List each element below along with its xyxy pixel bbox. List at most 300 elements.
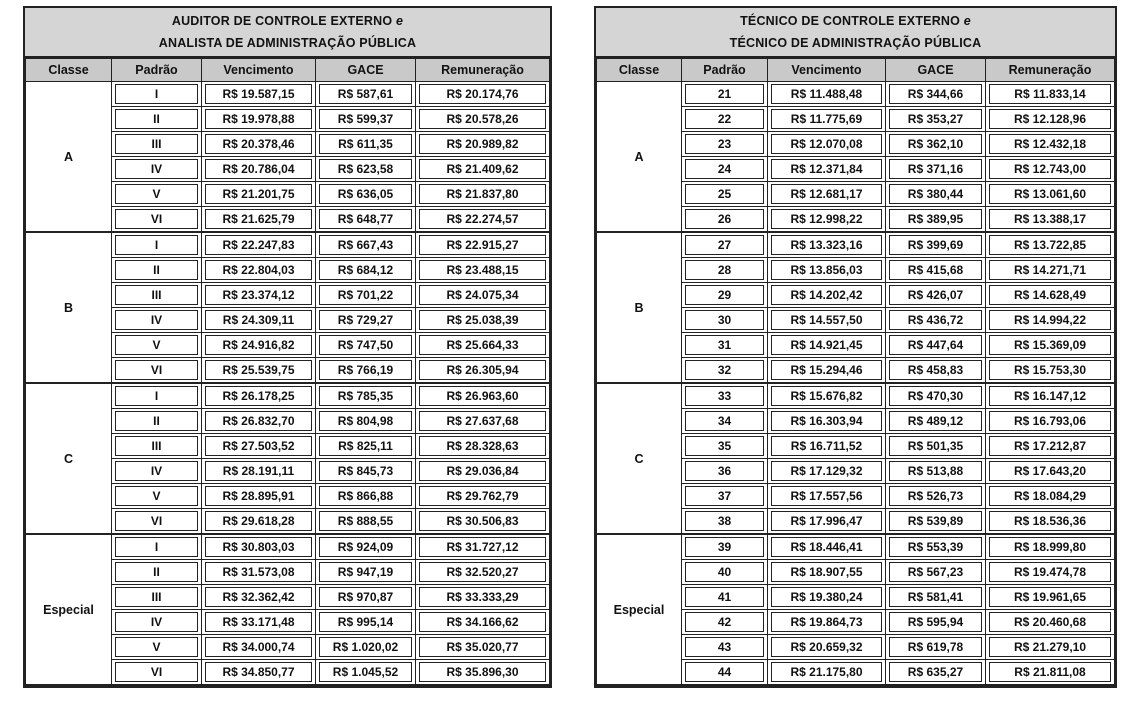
vencimento-cell: R$ 32.362,42 <box>205 587 312 607</box>
remuneracao-cell-box <box>986 157 1115 182</box>
gace-cell-box <box>886 534 986 560</box>
padrao-cell: III <box>115 587 198 607</box>
vencimento-cell: R$ 14.921,45 <box>771 335 882 355</box>
vencimento-cell-box <box>768 308 886 333</box>
gace-cell: R$ 635,27 <box>889 662 982 682</box>
vencimento-cell: R$ 18.907,55 <box>771 562 882 582</box>
remuneracao-cell-box <box>416 509 550 535</box>
vencimento-cell-box <box>768 157 886 182</box>
remuneracao-cell: R$ 33.333,29 <box>419 587 546 607</box>
gace-cell: R$ 1.045,52 <box>319 662 412 682</box>
padrao-cell-box <box>682 459 768 484</box>
remuneracao-cell: R$ 26.963,60 <box>419 386 546 406</box>
vencimento-cell-box <box>202 358 316 384</box>
remuneracao-cell: R$ 21.279,10 <box>989 637 1111 657</box>
remuneracao-cell: R$ 14.271,71 <box>989 260 1111 280</box>
remuneracao-cell-box <box>416 635 550 660</box>
gace-cell-box <box>886 585 986 610</box>
title-line-1-main: TÉCNICO DE CONTROLE EXTERNO <box>740 14 961 28</box>
gace-cell: R$ 436,72 <box>889 310 982 330</box>
gace-cell: R$ 619,78 <box>889 637 982 657</box>
remuneracao-cell: R$ 24.075,34 <box>419 285 546 305</box>
padrao-cell: IV <box>115 461 198 481</box>
padrao-cell: 33 <box>685 386 764 406</box>
gace-cell-box <box>886 82 986 107</box>
vencimento-cell: R$ 26.832,70 <box>205 411 312 431</box>
remuneracao-cell: R$ 12.432,18 <box>989 134 1111 154</box>
gace-cell: R$ 888,55 <box>319 511 412 531</box>
gace-cell: R$ 399,69 <box>889 235 982 255</box>
remuneracao-cell: R$ 21.409,62 <box>419 159 546 179</box>
remuneracao-cell-box <box>986 560 1115 585</box>
gace-cell-box <box>886 383 986 409</box>
vencimento-cell: R$ 11.775,69 <box>771 109 882 129</box>
gace-cell-box <box>886 560 986 585</box>
padrao-cell: 26 <box>685 209 764 229</box>
vencimento-cell: R$ 30.803,03 <box>205 537 312 557</box>
gace-cell-box <box>886 635 986 660</box>
gace-cell: R$ 701,22 <box>319 285 412 305</box>
padrao-cell-box <box>112 484 202 509</box>
gace-cell-box <box>316 409 416 434</box>
remuneracao-cell: R$ 22.274,57 <box>419 209 546 229</box>
gace-cell: R$ 924,09 <box>319 537 412 557</box>
remuneracao-cell: R$ 13.722,85 <box>989 235 1111 255</box>
table-row <box>597 82 1115 107</box>
vencimento-cell: R$ 24.309,11 <box>205 310 312 330</box>
classe-cell: B <box>26 232 112 383</box>
vencimento-cell: R$ 12.998,22 <box>771 209 882 229</box>
gace-cell: R$ 825,11 <box>319 436 412 456</box>
remuneracao-cell: R$ 15.369,09 <box>989 335 1111 355</box>
remuneracao-cell-box <box>986 509 1115 535</box>
gace-cell: R$ 371,16 <box>889 159 982 179</box>
padrao-cell-box <box>682 484 768 509</box>
vencimento-cell: R$ 20.378,46 <box>205 134 312 154</box>
vencimento-cell-box <box>202 82 316 107</box>
gace-cell-box <box>316 534 416 560</box>
remuneracao-cell-box <box>986 182 1115 207</box>
padrao-cell: 30 <box>685 310 764 330</box>
gace-cell: R$ 611,35 <box>319 134 412 154</box>
padrao-cell: 32 <box>685 360 764 380</box>
vencimento-cell-box <box>202 207 316 233</box>
title-line-1 <box>740 10 971 32</box>
padrao-cell-box <box>682 660 768 686</box>
padrao-cell: II <box>115 109 198 129</box>
vencimento-cell-box <box>768 358 886 384</box>
gace-cell-box <box>316 383 416 409</box>
padrao-cell: 29 <box>685 285 764 305</box>
padrao-cell-box <box>112 157 202 182</box>
vencimento-cell: R$ 34.000,74 <box>205 637 312 657</box>
padrao-cell: 23 <box>685 134 764 154</box>
gace-cell: R$ 845,73 <box>319 461 412 481</box>
padrao-cell-box <box>682 358 768 384</box>
remuneracao-cell-box <box>416 107 550 132</box>
gace-cell-box <box>886 182 986 207</box>
classe-cell: A <box>26 82 112 233</box>
remuneracao-cell: R$ 21.837,80 <box>419 184 546 204</box>
table-body <box>597 82 1115 686</box>
vencimento-cell: R$ 33.171,48 <box>205 612 312 632</box>
remuneracao-cell-box <box>416 132 550 157</box>
vencimento-cell: R$ 16.711,52 <box>771 436 882 456</box>
gace-cell-box <box>886 660 986 686</box>
padrao-cell: III <box>115 134 198 154</box>
vencimento-cell: R$ 22.804,03 <box>205 260 312 280</box>
padrao-cell-box <box>682 82 768 107</box>
vencimento-cell-box <box>768 132 886 157</box>
vencimento-cell: R$ 13.856,03 <box>771 260 882 280</box>
padrao-cell-box <box>112 635 202 660</box>
vencimento-cell-box <box>202 560 316 585</box>
padrao-cell-box <box>112 660 202 686</box>
padrao-cell-box <box>682 308 768 333</box>
gace-cell-box <box>886 358 986 384</box>
table-row <box>26 383 550 409</box>
vencimento-cell: R$ 15.676,82 <box>771 386 882 406</box>
classe-cell: C <box>26 383 112 534</box>
padrao-cell-box <box>112 258 202 283</box>
table-title <box>25 8 550 58</box>
vencimento-cell-box <box>202 459 316 484</box>
remuneracao-cell-box <box>416 585 550 610</box>
padrao-cell-box <box>112 132 202 157</box>
remuneracao-cell: R$ 18.999,80 <box>989 537 1111 557</box>
vencimento-cell-box <box>768 534 886 560</box>
vencimento-cell-box <box>202 534 316 560</box>
remuneracao-cell-box <box>416 283 550 308</box>
padrao-cell-box <box>112 409 202 434</box>
column-header: Padrão <box>112 59 202 82</box>
remuneracao-cell-box <box>986 585 1115 610</box>
remuneracao-cell-box <box>986 459 1115 484</box>
gace-cell-box <box>886 283 986 308</box>
table-row <box>26 232 550 258</box>
gace-cell-box <box>316 258 416 283</box>
gace-cell: R$ 447,64 <box>889 335 982 355</box>
classe-cell: Especial <box>597 534 682 685</box>
padrao-cell-box <box>682 560 768 585</box>
remuneracao-cell-box <box>416 333 550 358</box>
gace-cell: R$ 804,98 <box>319 411 412 431</box>
remuneracao-cell: R$ 34.166,62 <box>419 612 546 632</box>
padrao-cell: 22 <box>685 109 764 129</box>
vencimento-cell: R$ 26.178,25 <box>205 386 312 406</box>
column-header: GACE <box>886 59 986 82</box>
gace-cell: R$ 513,88 <box>889 461 982 481</box>
vencimento-cell-box <box>202 434 316 459</box>
gace-cell: R$ 970,87 <box>319 587 412 607</box>
remuneracao-cell: R$ 25.038,39 <box>419 310 546 330</box>
padrao-cell: II <box>115 411 198 431</box>
remuneracao-cell: R$ 20.174,76 <box>419 84 546 104</box>
classe-cell: B <box>597 232 682 383</box>
remuneracao-cell-box <box>986 107 1115 132</box>
vencimento-cell-box <box>202 383 316 409</box>
gace-cell: R$ 426,07 <box>889 285 982 305</box>
padrao-cell: 38 <box>685 511 764 531</box>
remuneracao-cell-box <box>416 610 550 635</box>
gace-cell-box <box>886 157 986 182</box>
padrao-cell-box <box>682 409 768 434</box>
remuneracao-cell-box <box>416 484 550 509</box>
remuneracao-cell: R$ 29.762,79 <box>419 486 546 506</box>
gace-cell-box <box>886 610 986 635</box>
gace-cell: R$ 747,50 <box>319 335 412 355</box>
column-header: Vencimento <box>768 59 886 82</box>
vencimento-cell-box <box>202 283 316 308</box>
gace-cell: R$ 458,83 <box>889 360 982 380</box>
remuneracao-cell: R$ 13.061,60 <box>989 184 1111 204</box>
vencimento-cell: R$ 24.916,82 <box>205 335 312 355</box>
gace-cell-box <box>316 283 416 308</box>
gace-cell: R$ 636,05 <box>319 184 412 204</box>
vencimento-cell: R$ 12.371,84 <box>771 159 882 179</box>
padrao-cell-box <box>682 258 768 283</box>
vencimento-cell-box <box>768 107 886 132</box>
vencimento-cell: R$ 28.895,91 <box>205 486 312 506</box>
vencimento-cell: R$ 18.446,41 <box>771 537 882 557</box>
vencimento-cell: R$ 14.202,42 <box>771 285 882 305</box>
salary-table <box>596 58 1115 686</box>
remuneracao-cell: R$ 32.520,27 <box>419 562 546 582</box>
remuneracao-cell: R$ 19.474,78 <box>989 562 1111 582</box>
vencimento-cell: R$ 11.488,48 <box>771 84 882 104</box>
gace-cell: R$ 947,19 <box>319 562 412 582</box>
padrao-cell: V <box>115 184 198 204</box>
padrao-cell: IV <box>115 612 198 632</box>
padrao-cell: III <box>115 285 198 305</box>
classe-cell: C <box>597 383 682 534</box>
gace-cell: R$ 1.020,02 <box>319 637 412 657</box>
padrao-cell: 31 <box>685 335 764 355</box>
vencimento-cell-box <box>768 383 886 409</box>
gace-cell-box <box>316 560 416 585</box>
padrao-cell: 25 <box>685 184 764 204</box>
padrao-cell-box <box>112 534 202 560</box>
remuneracao-cell: R$ 20.460,68 <box>989 612 1111 632</box>
column-header: Vencimento <box>202 59 316 82</box>
vencimento-cell-box <box>768 635 886 660</box>
padrao-cell-box <box>112 333 202 358</box>
padrao-cell-box <box>112 283 202 308</box>
padrao-cell: V <box>115 637 198 657</box>
padrao-cell-box <box>112 509 202 535</box>
table-title <box>596 8 1115 58</box>
remuneracao-cell-box <box>416 560 550 585</box>
padrao-cell: II <box>115 562 198 582</box>
gace-cell-box <box>316 484 416 509</box>
remuneracao-cell-box <box>986 409 1115 434</box>
remuneracao-cell: R$ 35.896,30 <box>419 662 546 682</box>
vencimento-cell-box <box>768 182 886 207</box>
padrao-cell-box <box>682 383 768 409</box>
padrao-cell-box <box>112 308 202 333</box>
remuneracao-cell-box <box>986 434 1115 459</box>
salary-table <box>25 58 550 686</box>
remuneracao-cell-box <box>416 534 550 560</box>
remuneracao-cell: R$ 19.961,65 <box>989 587 1111 607</box>
vencimento-cell-box <box>768 283 886 308</box>
remuneracao-cell-box <box>416 258 550 283</box>
classe-cell: Especial <box>26 534 112 685</box>
padrao-cell-box <box>682 509 768 535</box>
vencimento-cell-box <box>202 509 316 535</box>
gace-cell: R$ 353,27 <box>889 109 982 129</box>
padrao-cell-box <box>682 107 768 132</box>
remuneracao-cell-box <box>416 409 550 434</box>
remuneracao-cell-box <box>986 660 1115 686</box>
vencimento-cell-box <box>768 333 886 358</box>
gace-cell-box <box>316 610 416 635</box>
title-line-1-tail: e <box>963 14 971 28</box>
gace-cell: R$ 785,35 <box>319 386 412 406</box>
table-row <box>597 232 1115 258</box>
gace-cell-box <box>316 358 416 384</box>
padrao-cell-box <box>682 610 768 635</box>
remuneracao-cell: R$ 25.664,33 <box>419 335 546 355</box>
remuneracao-cell-box <box>986 308 1115 333</box>
vencimento-cell: R$ 20.786,04 <box>205 159 312 179</box>
remuneracao-cell: R$ 14.994,22 <box>989 310 1111 330</box>
remuneracao-cell-box <box>416 358 550 384</box>
vencimento-cell: R$ 34.850,77 <box>205 662 312 682</box>
remuneracao-cell-box <box>416 308 550 333</box>
gace-cell-box <box>316 207 416 233</box>
table-row <box>26 82 550 107</box>
vencimento-cell-box <box>202 484 316 509</box>
padrao-cell: 43 <box>685 637 764 657</box>
vencimento-cell-box <box>768 82 886 107</box>
remuneracao-cell-box <box>416 157 550 182</box>
vencimento-cell: R$ 20.659,32 <box>771 637 882 657</box>
vencimento-cell: R$ 15.294,46 <box>771 360 882 380</box>
padrao-cell: I <box>115 84 198 104</box>
vencimento-cell-box <box>202 107 316 132</box>
gace-cell: R$ 501,35 <box>889 436 982 456</box>
gace-cell-box <box>316 107 416 132</box>
remuneracao-cell-box <box>986 333 1115 358</box>
padrao-cell-box <box>112 182 202 207</box>
vencimento-cell: R$ 22.247,83 <box>205 235 312 255</box>
gace-cell-box <box>886 232 986 258</box>
gace-cell-box <box>316 308 416 333</box>
gace-cell: R$ 581,41 <box>889 587 982 607</box>
gace-cell: R$ 526,73 <box>889 486 982 506</box>
remuneracao-cell-box <box>986 258 1115 283</box>
padrao-cell: 35 <box>685 436 764 456</box>
padrao-cell-box <box>682 434 768 459</box>
padrao-cell: 39 <box>685 537 764 557</box>
padrao-cell: 34 <box>685 411 764 431</box>
vencimento-cell-box <box>768 409 886 434</box>
padrao-cell: 36 <box>685 461 764 481</box>
padrao-cell: 37 <box>685 486 764 506</box>
remuneracao-cell: R$ 18.536,36 <box>989 511 1111 531</box>
padrao-cell: II <box>115 260 198 280</box>
title-line-1-tail: e <box>396 14 404 28</box>
padrao-cell: 41 <box>685 587 764 607</box>
gace-cell: R$ 684,12 <box>319 260 412 280</box>
remuneracao-cell: R$ 35.020,77 <box>419 637 546 657</box>
gace-cell-box <box>316 182 416 207</box>
vencimento-cell: R$ 27.503,52 <box>205 436 312 456</box>
gace-cell-box <box>316 459 416 484</box>
remuneracao-cell: R$ 26.305,94 <box>419 360 546 380</box>
padrao-cell: I <box>115 235 198 255</box>
vencimento-cell: R$ 16.303,94 <box>771 411 882 431</box>
gace-cell: R$ 553,39 <box>889 537 982 557</box>
vencimento-cell-box <box>768 509 886 535</box>
remuneracao-cell-box <box>986 132 1115 157</box>
auditor-salary-table-panel <box>23 6 552 688</box>
remuneracao-cell: R$ 29.036,84 <box>419 461 546 481</box>
padrao-cell-box <box>682 207 768 233</box>
padrao-cell: 40 <box>685 562 764 582</box>
vencimento-cell: R$ 19.864,73 <box>771 612 882 632</box>
remuneracao-cell: R$ 15.753,30 <box>989 360 1111 380</box>
padrao-cell-box <box>112 207 202 233</box>
vencimento-cell-box <box>768 610 886 635</box>
vencimento-cell-box <box>202 635 316 660</box>
remuneracao-cell-box <box>986 383 1115 409</box>
vencimento-cell: R$ 17.996,47 <box>771 511 882 531</box>
remuneracao-cell: R$ 20.989,82 <box>419 134 546 154</box>
vencimento-cell-box <box>768 484 886 509</box>
vencimento-cell-box <box>202 308 316 333</box>
vencimento-cell-box <box>768 434 886 459</box>
column-header: Classe <box>597 59 682 82</box>
gace-cell-box <box>316 585 416 610</box>
remuneracao-cell-box <box>986 358 1115 384</box>
padrao-cell: VI <box>115 511 198 531</box>
vencimento-cell: R$ 23.374,12 <box>205 285 312 305</box>
gace-cell: R$ 599,37 <box>319 109 412 129</box>
vencimento-cell: R$ 28.191,11 <box>205 461 312 481</box>
remuneracao-cell: R$ 20.578,26 <box>419 109 546 129</box>
padrao-cell-box <box>112 107 202 132</box>
gace-cell-box <box>886 207 986 233</box>
gace-cell: R$ 470,30 <box>889 386 982 406</box>
vencimento-cell-box <box>768 585 886 610</box>
table-body <box>26 82 550 686</box>
remuneracao-cell: R$ 12.128,96 <box>989 109 1111 129</box>
padrao-cell: 28 <box>685 260 764 280</box>
remuneracao-cell-box <box>416 459 550 484</box>
remuneracao-cell-box <box>416 660 550 686</box>
remuneracao-cell-box <box>416 232 550 258</box>
padrao-cell-box <box>682 157 768 182</box>
gace-cell: R$ 567,23 <box>889 562 982 582</box>
gace-cell-box <box>316 232 416 258</box>
vencimento-cell-box <box>202 157 316 182</box>
padrao-cell-box <box>112 459 202 484</box>
vencimento-cell-box <box>202 333 316 358</box>
table-header <box>26 59 550 82</box>
gace-cell-box <box>886 484 986 509</box>
vencimento-cell-box <box>202 409 316 434</box>
vencimento-cell: R$ 21.201,75 <box>205 184 312 204</box>
remuneracao-cell-box <box>416 207 550 233</box>
gace-cell-box <box>316 509 416 535</box>
remuneracao-cell: R$ 28.328,63 <box>419 436 546 456</box>
gace-cell: R$ 539,89 <box>889 511 982 531</box>
vencimento-cell-box <box>202 258 316 283</box>
vencimento-cell: R$ 19.380,24 <box>771 587 882 607</box>
vencimento-cell: R$ 21.175,80 <box>771 662 882 682</box>
